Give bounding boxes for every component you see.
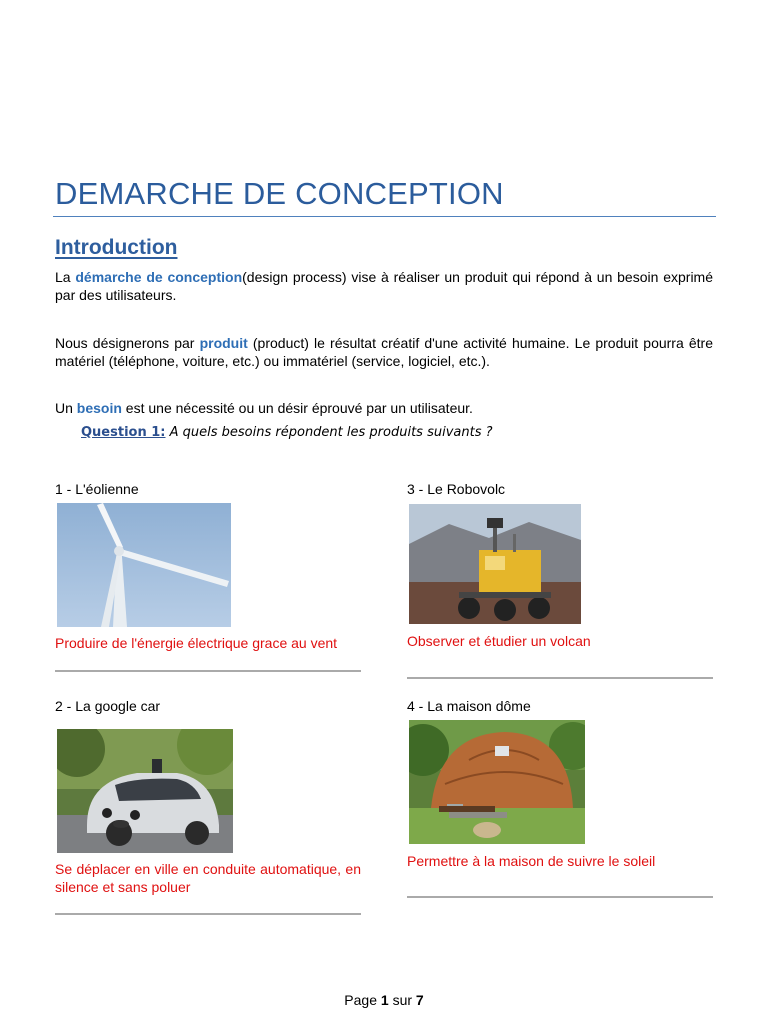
answer-dome-house: Permettre à la maison de suivre le soleil (407, 853, 656, 869)
paragraph-text: est une nécessité ou un désir éprouvé par un utilisateur. (121, 400, 473, 416)
total-pages-number: 7 (415, 992, 424, 1008)
answer-line (407, 677, 713, 679)
paragraph-design-process (55, 268, 713, 304)
answer-line (55, 913, 361, 915)
paragraph-product (55, 334, 713, 370)
current-page-number: 1 (380, 992, 389, 1008)
robovolc-photo (409, 504, 581, 624)
item-label-dome-house: 4 - La maison dôme (407, 698, 531, 714)
paragraph-need (55, 399, 713, 417)
document-title: DEMARCHE DE CONCEPTION (55, 176, 504, 211)
answer-line (407, 896, 713, 898)
of-word: sur (392, 992, 413, 1008)
question-1 (81, 425, 493, 440)
keyword-product: produit (199, 335, 248, 351)
paragraph-text: (product) le résultat créatif d'une activité humaine. Le produit pourra être matériel (téléphone, voiture, etc.) ou immatériel (service, logiciel, etc.). (55, 335, 713, 369)
question-label: Question 1: (81, 425, 166, 440)
answer-line (55, 670, 361, 672)
item-label-wind-turbine: 1 - L'éolienne (55, 481, 139, 497)
dome-house-photo (409, 720, 585, 844)
question-text: A quels besoins répondent les produits suivants ? (165, 425, 493, 440)
answer-robovolc: Observer et étudier un volcan (407, 633, 591, 649)
item-label-robovolc: 3 - Le Robovolc (407, 481, 506, 497)
google-car-photo (57, 729, 233, 853)
answer-wind-turbine: Produire de l'énergie électrique grace au vent (55, 635, 338, 651)
wind-turbine-photo (57, 503, 231, 627)
page-word: Page (344, 992, 377, 1008)
paragraph-text: (design process) vise à réaliser un produit qui répond à un besoin exprimé par des utilisateurs. (55, 269, 713, 303)
keyword-need: besoin (76, 400, 122, 416)
page-footer (0, 992, 768, 1008)
paragraph-text: Un (55, 400, 77, 416)
section-heading-introduction: Introduction (55, 236, 178, 259)
paragraph-text: La (55, 269, 76, 285)
item-label-google-car: 2 - La google car (55, 698, 161, 714)
paragraph-text: Nous désignerons par (55, 335, 200, 351)
answer-google-car: Se déplacer en ville en conduite automatique, en silence et sans poluer (55, 861, 361, 895)
title-underline (53, 216, 716, 217)
keyword-design-process: démarche de conception (75, 269, 243, 285)
